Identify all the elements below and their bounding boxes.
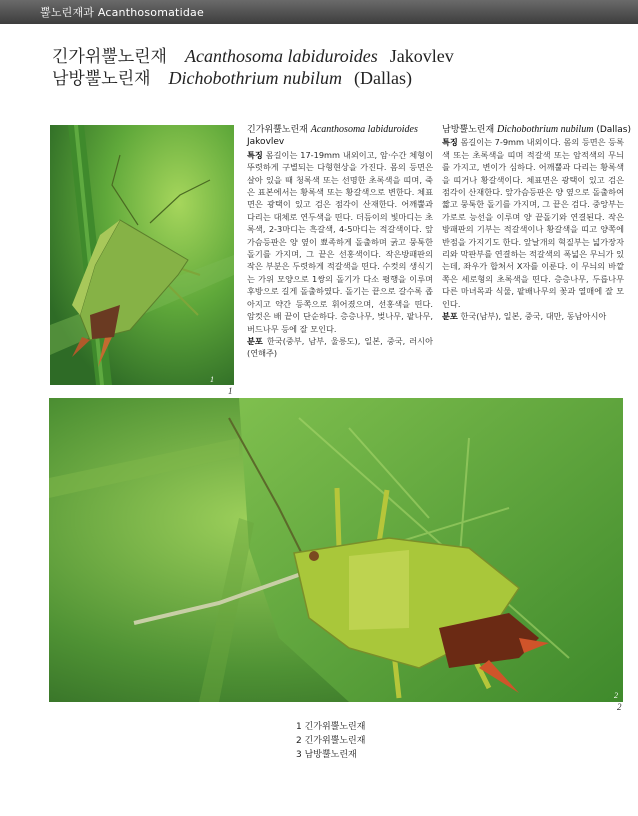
species-2-distribution-label: 분포 xyxy=(442,311,458,322)
species-1-scientific: Acanthosoma labiduroides xyxy=(310,124,418,135)
bug-2-illustration xyxy=(49,398,623,702)
species-1-heading xyxy=(247,124,433,136)
running-title: 뿔노린재과 Acanthosomatidae xyxy=(40,6,204,19)
photo-1-number: 1 xyxy=(210,375,214,384)
caption-3: 3 남방뿔노린재 xyxy=(296,750,357,760)
species-2-distribution-text: 한국(남부), 일본, 중국, 대만, 동남아시아 xyxy=(460,311,607,322)
title-2-scientific: Dichobothrium nubilum xyxy=(168,68,343,88)
title-1-korean: 긴가위뿔노린재 xyxy=(52,47,167,67)
species-1-distribution-label: 분포 xyxy=(247,335,263,346)
species-2-scientific: Dichobothrium nubilum xyxy=(497,124,594,135)
caption-1: 1 긴가위뿔노린재 xyxy=(296,722,366,732)
title-2-author: (Dallas) xyxy=(354,68,413,88)
species-1-description xyxy=(247,124,433,360)
photo-captions xyxy=(296,720,365,762)
species-1-feature-text: 몸길이는 17-19mm 내외이고, 암·수간 체형이 뚜렷하게 구별되는 다형현상을 가진다. 몸의 등면은 살아 있을 때 청록색 또는 선명한 초록색을 띠며, 죽은 표본에서는 황록색 또는 황갈색으로 변한다. 체표면은 광택이 있고 검은 점각이 산재한다. 어깨뿔과 다리는 대체로 연두색을 띤다. 더듬이의 빛마디는 초록색, 2-3마디는 흑갈색, 4-5마디는 적갈색이다. 앞가슴등판은 양 옆이 뾰족하게 돌출하며 굵고 뭉툭한 돌기를 가지며, 그 끝은 선홍색이다. 작은방패판의 작은 부분은 두렷하게 적갈색을 띤다. 수컷의 생식기는 가위 모양으로 1쌍의 돌기가 다소 평행을 이루며 후방으로 길게 돌출하였다. 돌기는 끝으로 갈수록 좁아지고 약간 등쪽으로 휘어졌으며, 선홍색을 띤다. 암컷은 배 끝이 단순하다. 층층나무, 벚나무, 팥나무, 버드나무 등에 잘 모인다. xyxy=(247,149,433,334)
caption-2: 2 긴가위뿔노린재 xyxy=(296,736,366,746)
title-1-author: Jakovlev xyxy=(389,46,454,66)
species-2-heading xyxy=(442,124,631,136)
photo-2-number: 2 xyxy=(614,691,618,700)
species-1-distribution-text: 한국(중부, 남부, 울릉도), 일본, 중국, 러시아(연해주) xyxy=(247,335,433,359)
species-1-author: Jakovlev xyxy=(247,137,285,148)
species-2-author: (Dallas) xyxy=(596,125,631,135)
photo-bug-2 xyxy=(49,398,623,702)
photo-bug-1 xyxy=(50,125,234,385)
running-header xyxy=(0,0,638,24)
species-2-description xyxy=(442,124,631,323)
plate-number-1: 1 xyxy=(228,386,233,396)
title-2-korean: 남방뿔노린재 xyxy=(52,69,151,89)
species-1-korean: 긴가위뿔노린재 xyxy=(247,125,308,135)
plate-number-2: 2 xyxy=(617,702,622,712)
species-1-feature-label: 특징 xyxy=(247,149,263,160)
species-2-korean: 남방뿔노린재 xyxy=(442,125,495,135)
page-title-2 xyxy=(52,64,412,89)
bug-1-illustration xyxy=(50,125,234,385)
species-2-feature-text: 몸길이는 7-9mm 내외이다. 몸의 등면은 등록색 또는 초록색을 띠며 적갈색 또는 암적색의 무늬를 가지고, 변이가 심하다. 어깨뿔과 다리는 황록색을 띠거나 황갈색이다. 체표면은 광택이 있고 검은 점각이 산재한다. 앞가슴등판은 양 옆으로 돌출하여 짧고 뭉툭한 돌기를 가지며, 그 끝은 검다. 중앙부는 가로로 능선을 이루며 양 끝돌기와 연결된다. 작은방패판의 기부는 적갈색이나 황갈색을 띠고 양쪽에 반점을 가지기도 한다. 앞날개의 혁질부는 넓가장자리와 막판부를 연결하는 적갈색의 폭넓은 무늬가 있는데, 좌우가 합쳐서 X자를 이룬다. 이 무늬의 바깥쪽은 세로형의 초록색을 띤다. 층층나무, 두릅나무 다른 마녀목과 식물, 팥배나무의 꽃과 열매에 잘 모인다. xyxy=(442,137,625,309)
species-2-feature-label: 특징 xyxy=(442,137,458,148)
title-1-scientific: Acanthosoma labiduroides xyxy=(184,46,378,66)
